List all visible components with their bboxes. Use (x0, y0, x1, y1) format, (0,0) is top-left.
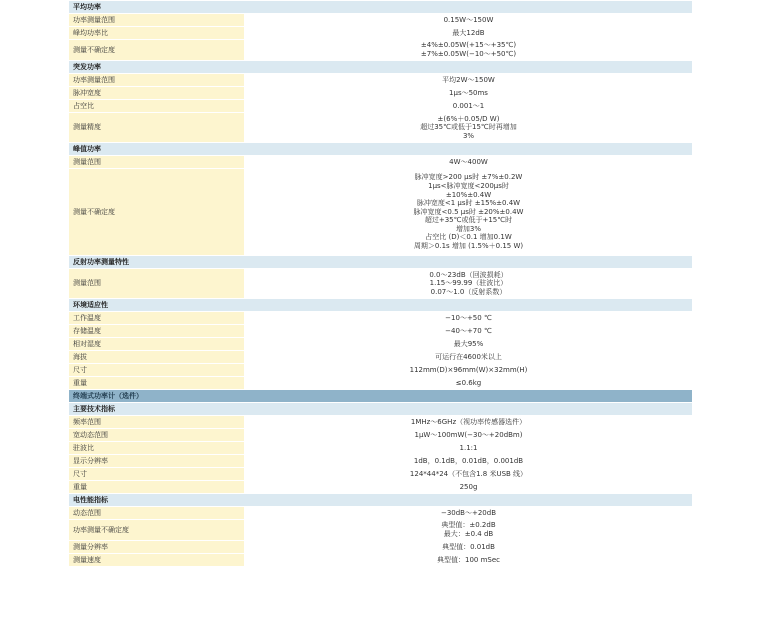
spec-value: 可运行在4600米以上 (245, 351, 693, 364)
major-section-header (69, 390, 693, 403)
table-row (69, 481, 693, 494)
spec-value: 1dB，0.1dB，0.01dB，0.001dB (245, 455, 693, 468)
spec-label: 海拔 (69, 351, 245, 364)
spec-label: 占空比 (69, 100, 245, 113)
spec-label: 重量 (69, 481, 245, 494)
section-title: 电性能指标 (69, 494, 693, 507)
spec-label: 测量速度 (69, 554, 245, 567)
spec-label: 重量 (69, 377, 245, 390)
table-row (69, 455, 693, 468)
table-row (69, 100, 693, 113)
spec-label: 尺寸 (69, 364, 245, 377)
spec-label: 测量分辨率 (69, 541, 245, 554)
spec-label: 脉冲宽度 (69, 87, 245, 100)
spec-label: 宽动态范围 (69, 429, 245, 442)
spec-value: 250g (245, 481, 693, 494)
spec-value: 最大95% (245, 338, 693, 351)
spec-label: 尺寸 (69, 468, 245, 481)
spec-value: ±4%±0.05W(+15～+35℃) ±7%±0.05W(−10～+50℃) (245, 40, 693, 61)
spec-value: ±(6%＋0.05/D W) 超过35℃或低于15℃时再增加 3% (245, 113, 693, 143)
spec-label: 功率测量范围 (69, 74, 245, 87)
spec-value: −40～+70 ℃ (245, 325, 693, 338)
table-row (69, 338, 693, 351)
section-title: 终端式功率计（选件） (69, 390, 693, 403)
spec-label: 驻波比 (69, 442, 245, 455)
section-header (69, 299, 693, 312)
spec-value: 0.001～1 (245, 100, 693, 113)
table-row (69, 87, 693, 100)
spec-value: −10～+50 ℃ (245, 312, 693, 325)
spec-value: 平均2W～150W (245, 74, 693, 87)
table-row (69, 364, 693, 377)
section-title: 环境适应性 (69, 299, 693, 312)
spec-value: ≤0.6kg (245, 377, 693, 390)
spec-value: 112mm(D)×96mm(W)×32mm(H) (245, 364, 693, 377)
spec-value: −30dB～+20dB (245, 507, 693, 520)
spec-label: 存储温度 (69, 325, 245, 338)
spec-value: 脉冲宽度>200 μs时 ±7%±0.2W 1μs<脉冲宽度<200μs时 ±10%±0.4W 脉冲宽度<1 μs时 ±15%±0.4W 脉冲宽度<0.5 μs时 ±20%±0.4W 超过+35℃或低于+15℃时 增加3% 占空比 (D)＜0.1 增加0.1W 周期＞0.1s 增加 (1.5%＋0.15 W) (245, 169, 693, 256)
spec-value: 1μs～50ms (245, 87, 693, 100)
table-row (69, 74, 693, 87)
table-row (69, 416, 693, 429)
spec-label: 测量不确定度 (69, 40, 245, 61)
table-row (69, 269, 693, 299)
section-header (69, 256, 693, 269)
section-header (69, 1, 693, 14)
table-row (69, 156, 693, 169)
table-row (69, 14, 693, 27)
spec-value: 0.0～23dB（回波损耗） 1.15～99.99（驻波比） 0.07～1.0（反射系数） (245, 269, 693, 299)
table-row (69, 312, 693, 325)
spec-table (68, 0, 693, 567)
table-row (69, 541, 693, 554)
spec-label: 峰均功率比 (69, 27, 245, 40)
table-row (69, 113, 693, 143)
spec-value: 124*44*24（不包含1.8 米USB 线） (245, 468, 693, 481)
spec-label: 动态范围 (69, 507, 245, 520)
spec-label: 相对湿度 (69, 338, 245, 351)
table-row (69, 554, 693, 567)
spec-value: 0.15W～150W (245, 14, 693, 27)
section-header (69, 61, 693, 74)
section-title: 平均功率 (69, 1, 693, 14)
spec-value: 1MHz～6GHz（视功率传感器选件） (245, 416, 693, 429)
spec-value: 最大12dB (245, 27, 693, 40)
section-title: 主要技术指标 (69, 403, 693, 416)
section-title: 峰值功率 (69, 143, 693, 156)
spec-label: 工作温度 (69, 312, 245, 325)
spec-value: 典型值：±0.2dB 最大：±0.4 dB (245, 520, 693, 541)
table-row (69, 40, 693, 61)
table-row (69, 507, 693, 520)
section-header (69, 403, 693, 416)
spec-value: 典型值：0.01dB (245, 541, 693, 554)
spec-label: 测量不确定度 (69, 169, 245, 256)
table-row (69, 442, 693, 455)
table-row (69, 520, 693, 541)
spec-value: 1μW～100mW(−30～+20dBm) (245, 429, 693, 442)
table-row (69, 377, 693, 390)
section-header (69, 143, 693, 156)
spec-label: 测量范围 (69, 269, 245, 299)
section-header (69, 494, 693, 507)
spec-label: 测量范围 (69, 156, 245, 169)
spec-value: 4W～400W (245, 156, 693, 169)
spec-label: 频率范围 (69, 416, 245, 429)
table-row (69, 351, 693, 364)
table-row (69, 169, 693, 256)
section-title: 突发功率 (69, 61, 693, 74)
spec-table-body (69, 1, 693, 567)
spec-value: 典型值：100 mSec (245, 554, 693, 567)
table-row (69, 27, 693, 40)
spec-value: 1.1:1 (245, 442, 693, 455)
table-row (69, 325, 693, 338)
section-title: 反射功率测量特性 (69, 256, 693, 269)
spec-label: 功率测量范围 (69, 14, 245, 27)
spec-label: 测量精度 (69, 113, 245, 143)
spec-label: 显示分辨率 (69, 455, 245, 468)
table-row (69, 468, 693, 481)
table-row (69, 429, 693, 442)
spec-label: 功率测量不确定度 (69, 520, 245, 541)
